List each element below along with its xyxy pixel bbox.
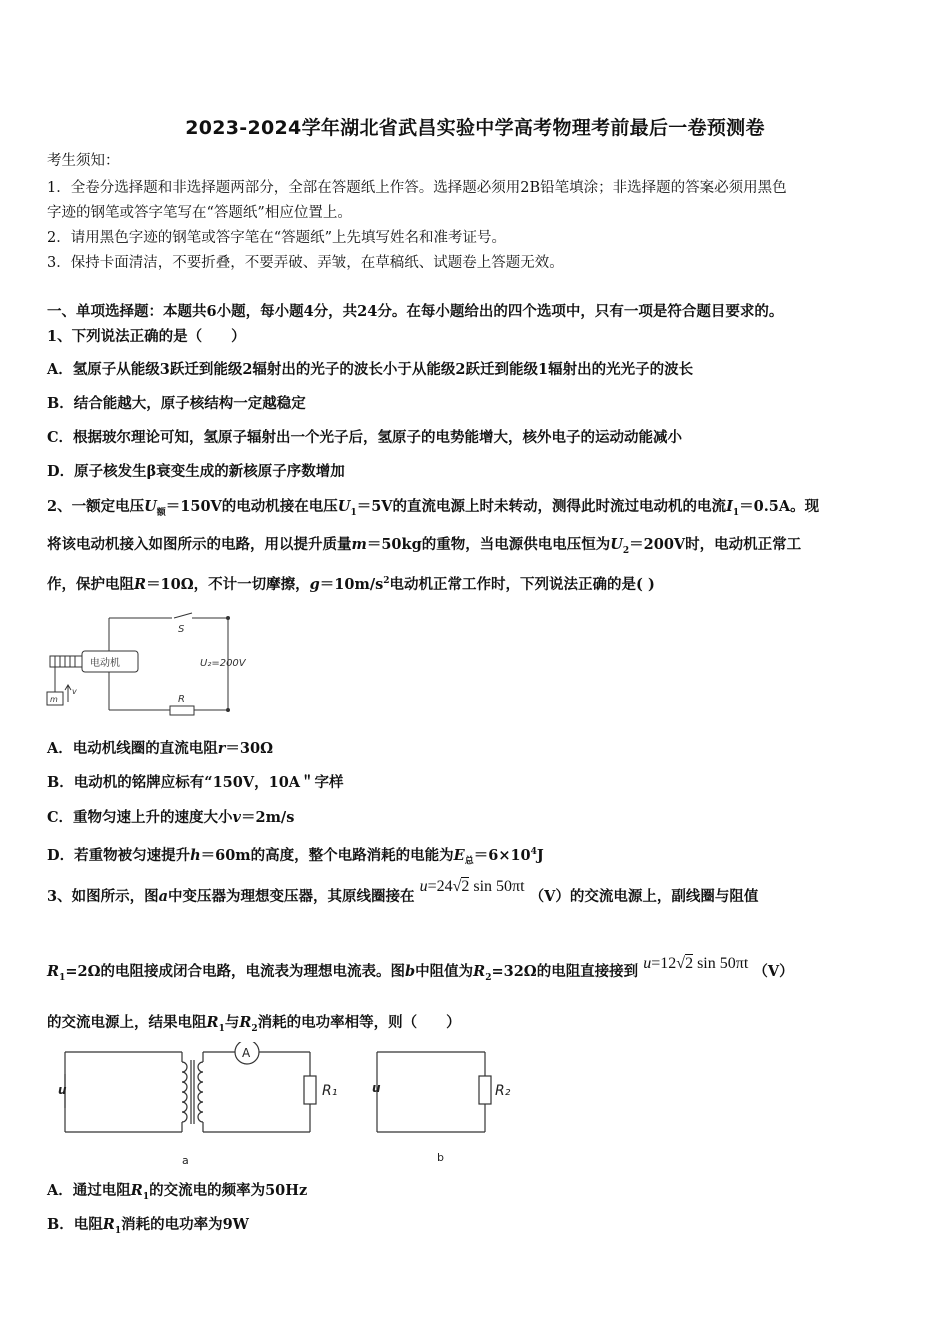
q1-option-a: A．氢原子从能级3跃迁到能级2辐射出的光子的波长小于从能级2跃迁到能级1辐射出的光光子的波长 [47, 361, 694, 378]
notice-line-2: 字迹的钢笔或答字笔写在“答题纸”相应位置上。 [47, 205, 352, 221]
q1-option-d: D．原子核发生β衰变生成的新核原子序数增加 [47, 463, 345, 480]
q3-figure-b [365, 1042, 525, 1170]
notice-heading: 考生须知： [47, 153, 120, 169]
q2-mass-label: m [50, 695, 58, 704]
q3-formula-2: u=12√2 sin 50πt [643, 955, 749, 972]
q2-option-b: B．电动机的铭牌应标有“150V，10A＂字样 [47, 774, 344, 791]
q2-stem-line-2: 将该电动机接入如图所示的电路，用以提升质量m＝50kg的重物，当电源供电电压恒为$U_2=200V$时，电动机正常工 [47, 536, 802, 556]
q3-stem-line-1: 3、如图所示，图a中变压器为理想变压器，其原线圈接在 u=24√2 sin 50πt （V）的交流电源上，副线圈与阻值 [47, 878, 759, 905]
q3-stem-line-3: 的交流电源上，结果电阻$R_1$与$R_2$消耗的电功率相等，则（ ） [47, 1014, 461, 1034]
q3-fig-a-caption: a [182, 1154, 189, 1167]
q3-ammeter-label: A [242, 1046, 251, 1060]
notice-line-4: 3．保持卡面清洁，不要折叠，不要弄破、弄皱，在草稿纸、试题卷上答题无效。 [47, 255, 564, 271]
q2-option-a: A．电动机线圈的直流电阻r＝30Ω [47, 740, 273, 757]
q2-option-c: C．重物匀速上升的速度大小v＝2m/s [47, 809, 295, 826]
q2-velocity-label: v [72, 687, 77, 696]
q2-switch-label: S [178, 624, 185, 635]
notice-line-3: 2．请用黑色字迹的钢笔或答字笔在“答题纸”上先填写姓名和准考证号。 [47, 230, 507, 246]
q2-motor-label: 电动机 [90, 658, 120, 669]
q2-resistor-label: R [178, 694, 185, 705]
q3-formula-1: u=24√2 sin 50πt [419, 878, 525, 895]
q2-stem-line-3: 作，保护电阻R＝10Ω，不计一切摩擦，$g=10m/s^2$电动机正常工作时，下列说法正确的是( ) [47, 575, 655, 593]
q3-option-a: A．通过电阻$R_1$的交流电的频率为50Hz [47, 1182, 308, 1202]
q1-option-c: C．根据玻尔理论可知，氢原子辐射出一个光子后，氢原子的电势能增大，核外电子的运动动能减小 [47, 429, 683, 446]
q2-circuit-figure [42, 610, 262, 722]
page-title: 2023-2024学年湖北省武昌实验中学高考物理考前最后一卷预测卷 [185, 117, 765, 139]
q1-stem: 1、下列说法正确的是（ ） [47, 328, 246, 345]
q2-option-d: D．若重物被匀速提升h＝60m的高度，整个电路消耗的电能为$E_总=6\times 10^4J$ [47, 846, 544, 867]
section-heading: 一、单项选择题：本题共6小题，每小题4分，共24分。在每小题给出的四个选项中，只有一项是符合题目要求的。 [47, 303, 784, 320]
q3-option-b: B．电阻$R_1$消耗的电功率为9W [47, 1216, 249, 1236]
q2-stem-line-1: 2、一额定电压$U_额=150V$的电动机接在电压$U_1=5V$的直流电源上时未转动，测得此时流过电动机的电流$I_1=0.5A$。现 [47, 498, 820, 518]
q3-b-u-label: u [372, 1081, 381, 1095]
notice-line-1: 1．全卷分选择题和非选择题两部分，全部在答题纸上作答。选择题必须用2B铅笔填涂；非选择题的答案必须用黑色 [47, 180, 787, 196]
q3-a-u-label: u [58, 1083, 67, 1097]
q3-fig-b-caption: b [437, 1151, 444, 1164]
q1-option-b: B．结合能越大，原子核结构一定越稳定 [47, 395, 306, 412]
q3-r2-label: R₂ [495, 1083, 511, 1099]
q2-voltage-label: U₂=200V [200, 658, 246, 669]
q3-r1-label: R₁ [322, 1083, 338, 1099]
q3-stem-line-2: $R_1=2\Omega$的电阻接成闭合电路，电流表为理想电流表。图b中阻值为$R_2=32\Omega$的电阻直接接到 u=12√2 sin 50πt （V） [47, 955, 794, 983]
q3-figure-a [55, 1042, 355, 1170]
